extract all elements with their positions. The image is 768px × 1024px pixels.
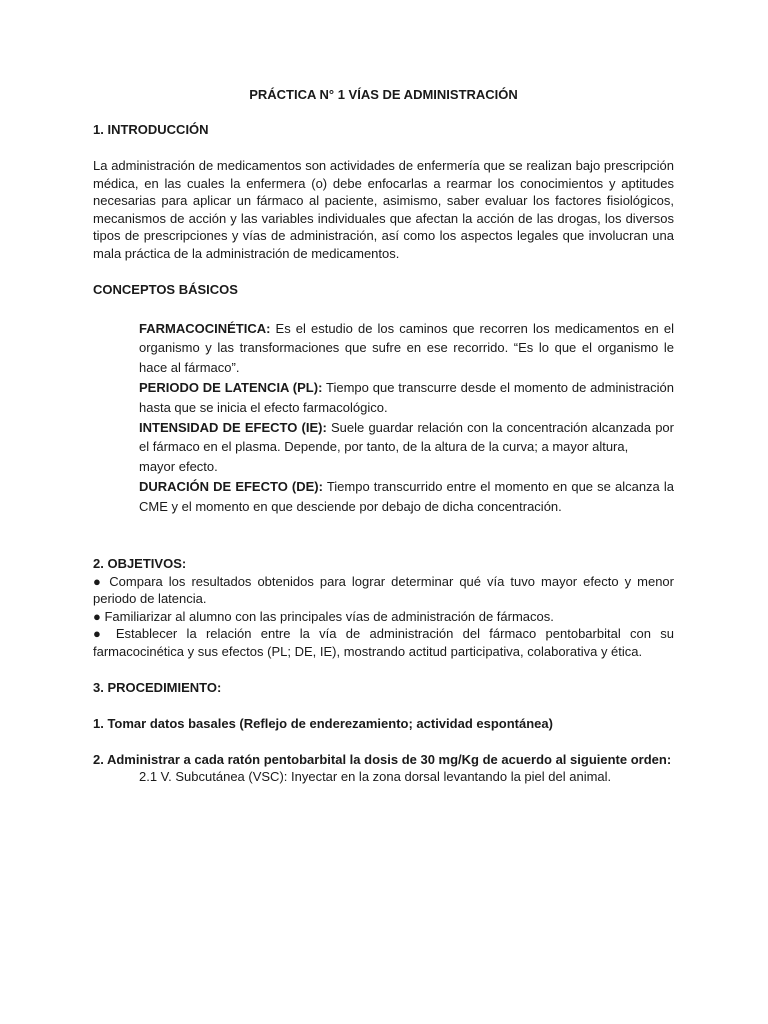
concept-definition: Es el estudio de los caminos que recorren los medicamentos en el organismo y las transformaciones que sufre en ese recorrido. “Es lo que el organismo le hace al fármaco”. [139,320,674,376]
concept-farmacocinetica [139,319,674,378]
concepts-list [139,319,674,517]
section-heading-objetivos: 2. OBJETIVOS: [93,555,187,571]
objective-item: ● Compara los resultados obtenidos para lograr determinar qué vía tuvo mayor efecto y menor periodo de latencia. [93,573,674,607]
concept-term: INTENSIDAD DE EFECTO (IE): [139,419,327,435]
objective-item: ● Familiarizar al alumno con las principales vías de administración de fármacos. [93,608,554,624]
page-title: PRÁCTICA N° 1 VÍAS DE ADMINISTRACIÓN [249,87,518,102]
section-heading-procedimiento: 3. PROCEDIMIENTO: [93,679,222,695]
concept-intensidad-continuation: mayor efecto. [139,459,218,475]
section-heading-conceptos: CONCEPTOS BÁSICOS [93,281,238,297]
concept-definition: Tiempo transcurrido entre el momento en que se alcanza la CME y el momento en que desciende por debajo de dicha concentración. [139,478,675,514]
document-page [93,86,674,786]
concept-term: DURACIÓN DE EFECTO (DE): [139,478,323,494]
objective-item: ● Establecer la relación entre la vía de administración del fármaco pentobarbital con su farmacocinética y sus efectos (PL; DE, IE), mostrando actitud participativa, colaborativa y ética. [93,626,674,659]
procedure-step-2-1: 2.1 V. Subcutánea (VSC): Inyectar en la zona dorsal levantando la piel del animal. [139,769,612,785]
section-heading-introduccion: 1. INTRODUCCIÓN [93,122,209,137]
concept-term: PERIODO DE LATENCIA (PL): [139,379,323,395]
procedure-step-2: 2. Administrar a cada ratón pentobarbital la dosis de 30 mg/Kg de acuerdo al siguiente orden: [93,751,672,767]
concept-term: FARMACOCINÉTICA: [139,320,271,336]
concept-intensidad [139,418,674,458]
intro-paragraph: La administración de medicamentos son actividades de enfermería que se realizan bajo prescripción médica, en las cuales la enfermera (o) debe enfocarlas a rearmar los conocimientos y aptitudes necesarias para aplicar un fármaco al paciente, asimismo, saber evaluar los factores fisiológicos, mecanismos de acción y las variables individuales que afectan la acción de las drogas, los diversos tipos de prescripciones y vías de administración, así como los aspectos legales que involucran una mala práctica de la administración de medicamentos. [93,158,674,261]
concept-latencia [139,378,674,418]
concept-definition: Tiempo que transcurre desde el momento de administración hasta que se inicia el efecto farmacológico. [139,379,674,415]
concept-duracion [139,477,674,517]
procedure-step-1: 1. Tomar datos basales (Reflejo de enderezamiento; actividad espontánea) [93,715,553,731]
concept-definition: Suele guardar relación con la concentración alcanzada por el fármaco en el plasma. Depende, por tanto, de la altura de la curva; a mayor altura, [139,419,674,455]
